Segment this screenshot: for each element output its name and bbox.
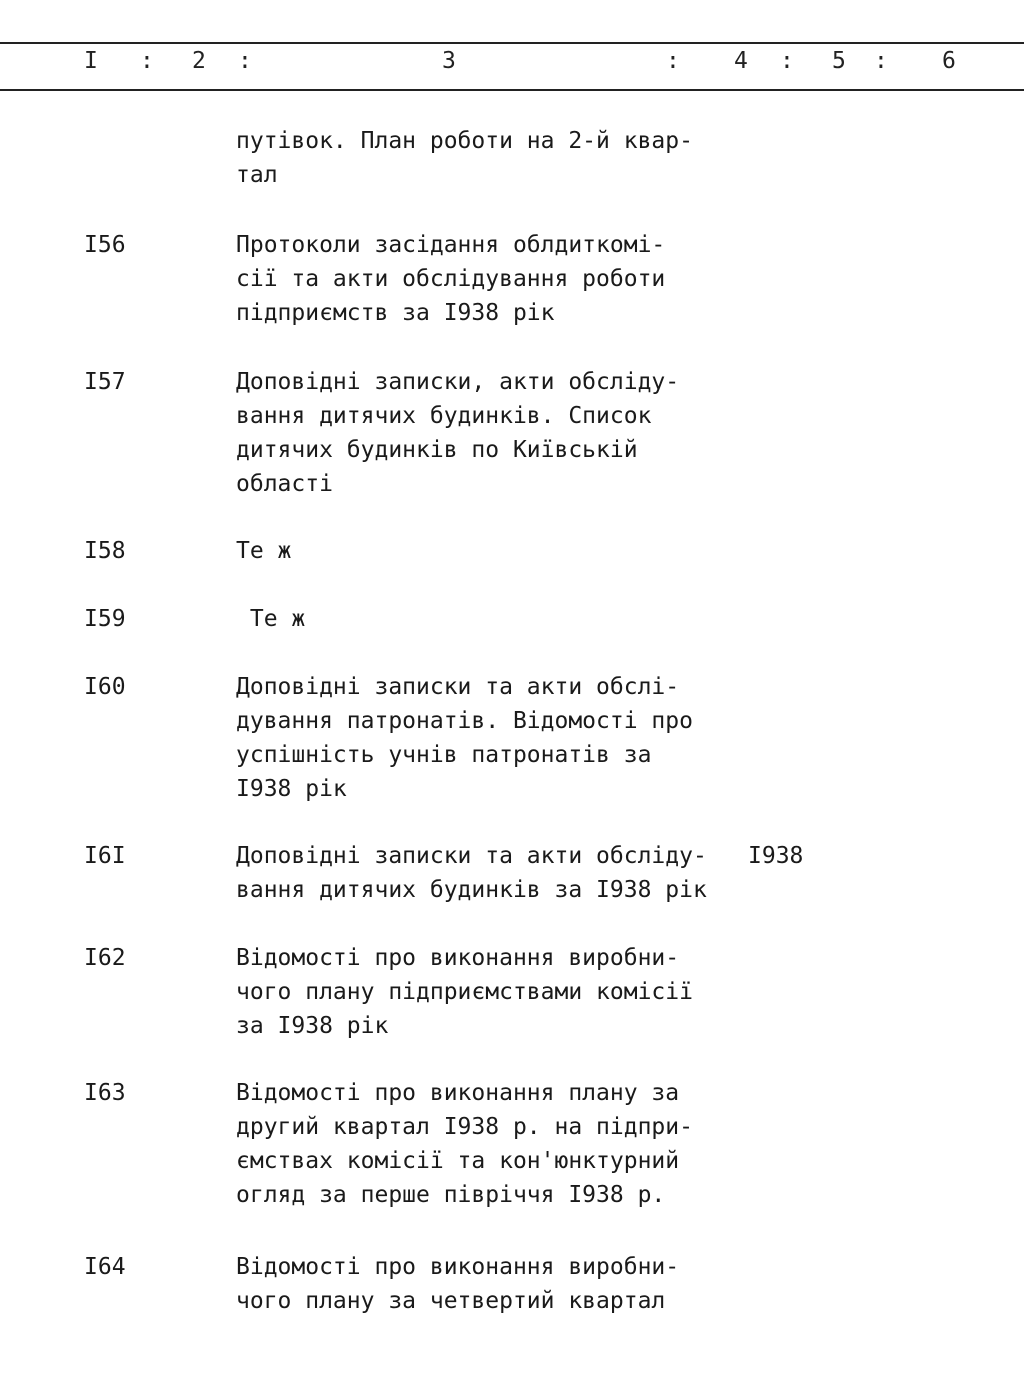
text-line: Відомості про виконання виробни- <box>236 1254 680 1280</box>
entry-title <box>236 1250 736 1318</box>
text-line: сії та акти обслідування роботи <box>236 266 666 292</box>
text-line: тал <box>236 162 278 188</box>
text-line: вання дитячих будинків за I938 рік <box>236 877 707 903</box>
column-header-5: 5 <box>832 48 846 74</box>
column-header-6: 6 <box>942 48 956 74</box>
entry-title <box>236 941 736 1043</box>
text-line: Те ж <box>236 606 306 632</box>
text-line: підприємств за I938 рік <box>236 300 555 326</box>
entry-number: I62 <box>84 945 126 971</box>
entry-title <box>236 670 736 806</box>
entry-number: I64 <box>84 1254 126 1280</box>
text-line: путівок. План роботи на 2-й квар- <box>236 128 693 154</box>
entry-number: I58 <box>84 538 126 564</box>
entry-number: I60 <box>84 674 126 700</box>
column-separator: : <box>666 48 680 74</box>
entry-title <box>236 1076 736 1212</box>
column-header-2: 2 <box>192 48 206 74</box>
text-line: I938 рік <box>236 776 347 802</box>
text-line: Відомості про виконання виробни- <box>236 945 680 971</box>
continuation-text <box>236 124 736 192</box>
column-separator: : <box>140 48 154 74</box>
text-line: ємствах комісії та кон'юнктурний <box>236 1148 680 1174</box>
text-line: вання дитячих будинків. Список <box>236 403 652 429</box>
text-line: Доповідні записки, акти обсліду- <box>236 369 680 395</box>
header-top-rule <box>0 42 1024 44</box>
header-bottom-rule <box>0 89 1024 91</box>
column-separator: : <box>780 48 794 74</box>
entry-title <box>236 365 736 501</box>
text-line: області <box>236 471 333 497</box>
column-header-1: I <box>84 48 98 74</box>
text-line: Доповідні записки та акти обслі- <box>236 674 680 700</box>
text-line: дування патронатів. Відомості про <box>236 708 693 734</box>
text-line: дитячих будинків по Київській <box>236 437 638 463</box>
column-separator: : <box>874 48 888 74</box>
text-line: за I938 рік <box>236 1013 389 1039</box>
entry-number: I56 <box>84 232 126 258</box>
text-line: чого плану підприємствами комісії <box>236 979 693 1005</box>
text-line: Те ж <box>236 538 292 564</box>
text-line: другий квартал I938 р. на підпри- <box>236 1114 693 1140</box>
entry-number: I59 <box>84 606 126 632</box>
entry-number: I57 <box>84 369 126 395</box>
text-line: Протоколи засідання облдиткомі- <box>236 232 666 258</box>
entry-title <box>236 534 736 568</box>
entry-number: I63 <box>84 1080 126 1106</box>
text-line: Доповідні записки та акти обсліду- <box>236 843 707 869</box>
text-line: успішність учнів патронатів за <box>236 742 652 768</box>
text-line: чого плану за четвертий квартал <box>236 1288 666 1314</box>
entry-year: I938 <box>748 843 804 869</box>
entry-title <box>236 602 736 636</box>
column-header-3: 3 <box>442 48 456 74</box>
text-line: Відомості про виконання плану за <box>236 1080 680 1106</box>
column-separator: : <box>238 48 252 74</box>
entry-number: I6I <box>84 843 126 869</box>
entry-title <box>236 228 736 330</box>
column-header-4: 4 <box>734 48 748 74</box>
entry-title <box>236 839 736 907</box>
text-line: огляд за перше півріччя I938 р. <box>236 1182 666 1208</box>
